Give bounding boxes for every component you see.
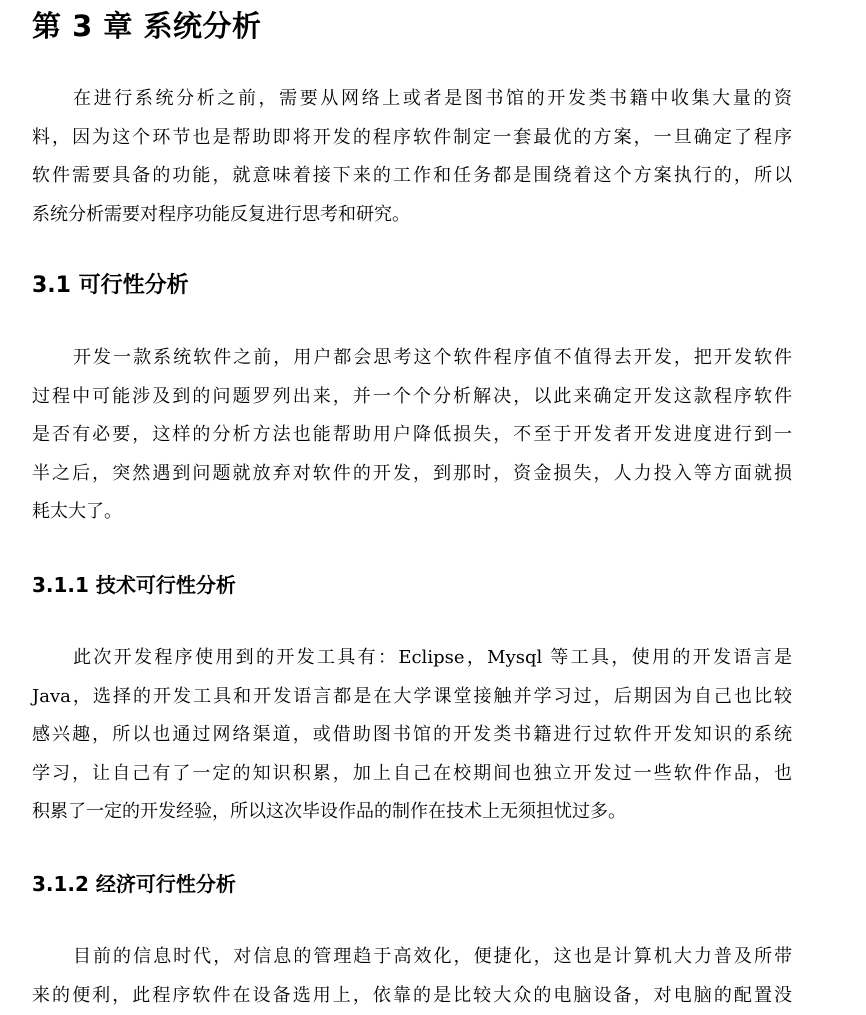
paragraph-line: 过程中可能涉及到的问题罗列出来，并一个个分析解决，以此来确定开发这款程序软件: [32, 378, 792, 417]
economic-feasibility-paragraph: [32, 938, 792, 1015]
paragraph-line: 料，因为这个环节也是帮助即将开发的程序软件制定一套最优的方案，一旦确定了程序: [32, 119, 792, 158]
paragraph-line: 开发一款系统软件之前，用户都会思考这个软件程序值不值得去开发，把开发软件: [32, 339, 792, 378]
section-heading-3-1-1: 3.1.1 技术可行性分析: [32, 569, 236, 601]
paragraph-line: 目前的信息时代，对信息的管理趋于高效化，便捷化，这也是计算机大力普及所带: [32, 938, 792, 977]
paragraph-line: 在进行系统分析之前，需要从网络上或者是图书馆的开发类书籍中收集大量的资: [32, 80, 792, 119]
chapter-title: 第 3 章 系统分析: [32, 4, 261, 48]
paragraph-line: 来的便利，此程序软件在设备选用上，依靠的是比较大众的电脑设备，对电脑的配置没: [32, 977, 792, 1015]
technical-feasibility-paragraph: [32, 639, 792, 832]
section-heading-3-1-2: 3.1.2 经济可行性分析: [32, 868, 236, 900]
paragraph-line: 是否有必要，这样的分析方法也能帮助用户降低损失，不至于开发者开发进度进行到一: [32, 416, 792, 455]
section-heading-3-1: 3.1 可行性分析: [32, 269, 189, 303]
paragraph-line: 感兴趣，所以也通过网络渠道，或借助图书馆的开发类书籍进行过软件开发知识的系统: [32, 716, 792, 755]
paragraph-line: 此次开发程序使用到的开发工具有：Eclipse，Mysql 等工具，使用的开发语言是: [32, 639, 792, 678]
feasibility-paragraph: [32, 339, 792, 532]
paragraph-line: 学习，让自己有了一定的知识积累，加上自己在校期间也独立开发过一些软件作品，也: [32, 755, 792, 794]
paragraph-line: 耗太大了。: [32, 493, 792, 532]
paragraph-line: 软件需要具备的功能，就意味着接下来的工作和任务都是围绕着这个方案执行的，所以: [32, 157, 792, 196]
paragraph-line: 系统分析需要对程序功能反复进行思考和研究。: [32, 196, 792, 235]
paragraph-line: 半之后，突然遇到问题就放弃对软件的开发，到那时，资金损失，人力投入等方面就损: [32, 455, 792, 494]
intro-paragraph: [32, 80, 792, 234]
paragraph-line: 积累了一定的开发经验，所以这次毕设作品的制作在技术上无须担忧过多。: [32, 793, 792, 832]
paragraph-line: Java，选择的开发工具和开发语言都是在大学课堂接触并学习过，后期因为自己也比较: [32, 678, 792, 717]
